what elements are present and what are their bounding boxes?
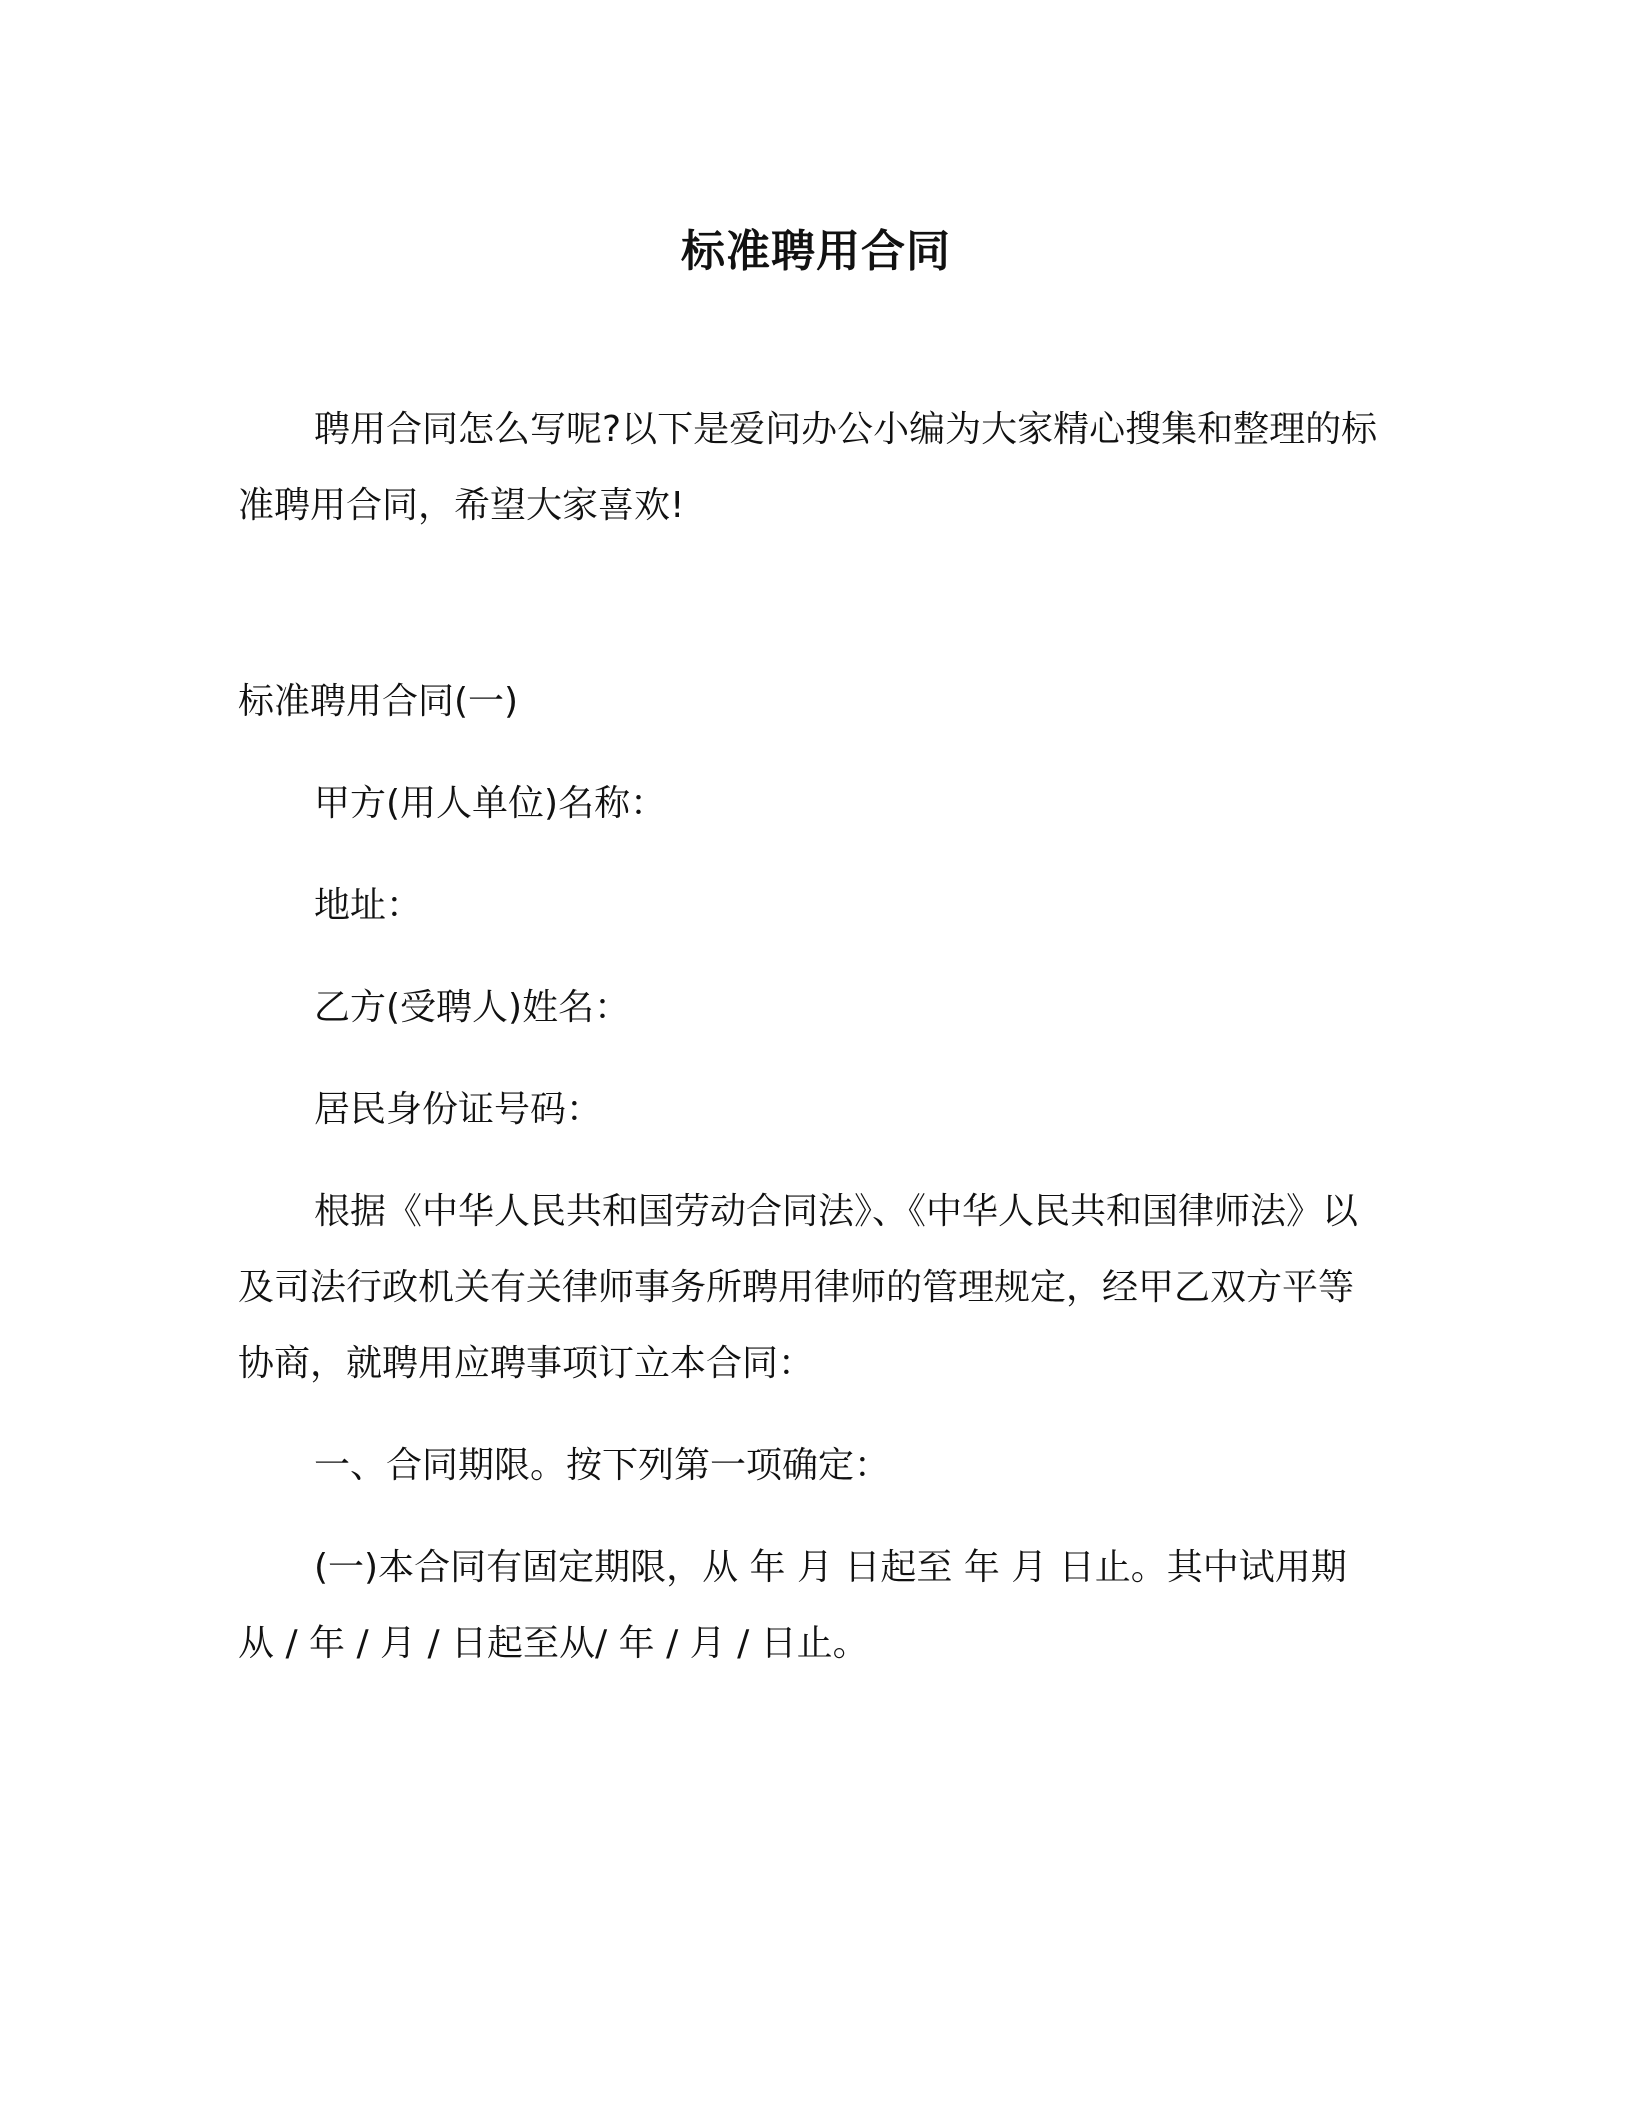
party-b-name-line: 乙方(受聘人)姓名：: [314, 987, 631, 1028]
intro-paragraph: 聘用合同怎么写呢?以下是爱问办公小编为大家精心搜集和整理的标准聘用合同，希望大家喜欢!: [238, 409, 1378, 526]
legal-basis-paragraph: 根据《中华人民共和国劳动合同法》、《中华人民共和国律师法》以及司法行政机关有关律师事务所聘用律师的管理规定，经甲乙双方平等协商，就聘用应聘事项订立本合同：: [238, 1191, 1359, 1384]
address-line: 地址：: [314, 885, 423, 926]
section-heading: 标准聘用合同(一): [238, 681, 519, 722]
document-title: 标准聘用合同: [681, 226, 951, 277]
clause-1-1-paragraph: (一)本合同有固定期限，从 年 月 日起至 年 月 日止。其中试用期从 / 年 / 月 / 日起至从/ 年 / 月 / 日止。: [238, 1547, 1347, 1664]
id-number-line: 居民身份证号码：: [314, 1089, 603, 1130]
clause-1-heading: 一、合同期限。按下列第一项确定：: [314, 1445, 891, 1486]
party-a-name-line: 甲方(用人单位)名称：: [314, 783, 667, 824]
